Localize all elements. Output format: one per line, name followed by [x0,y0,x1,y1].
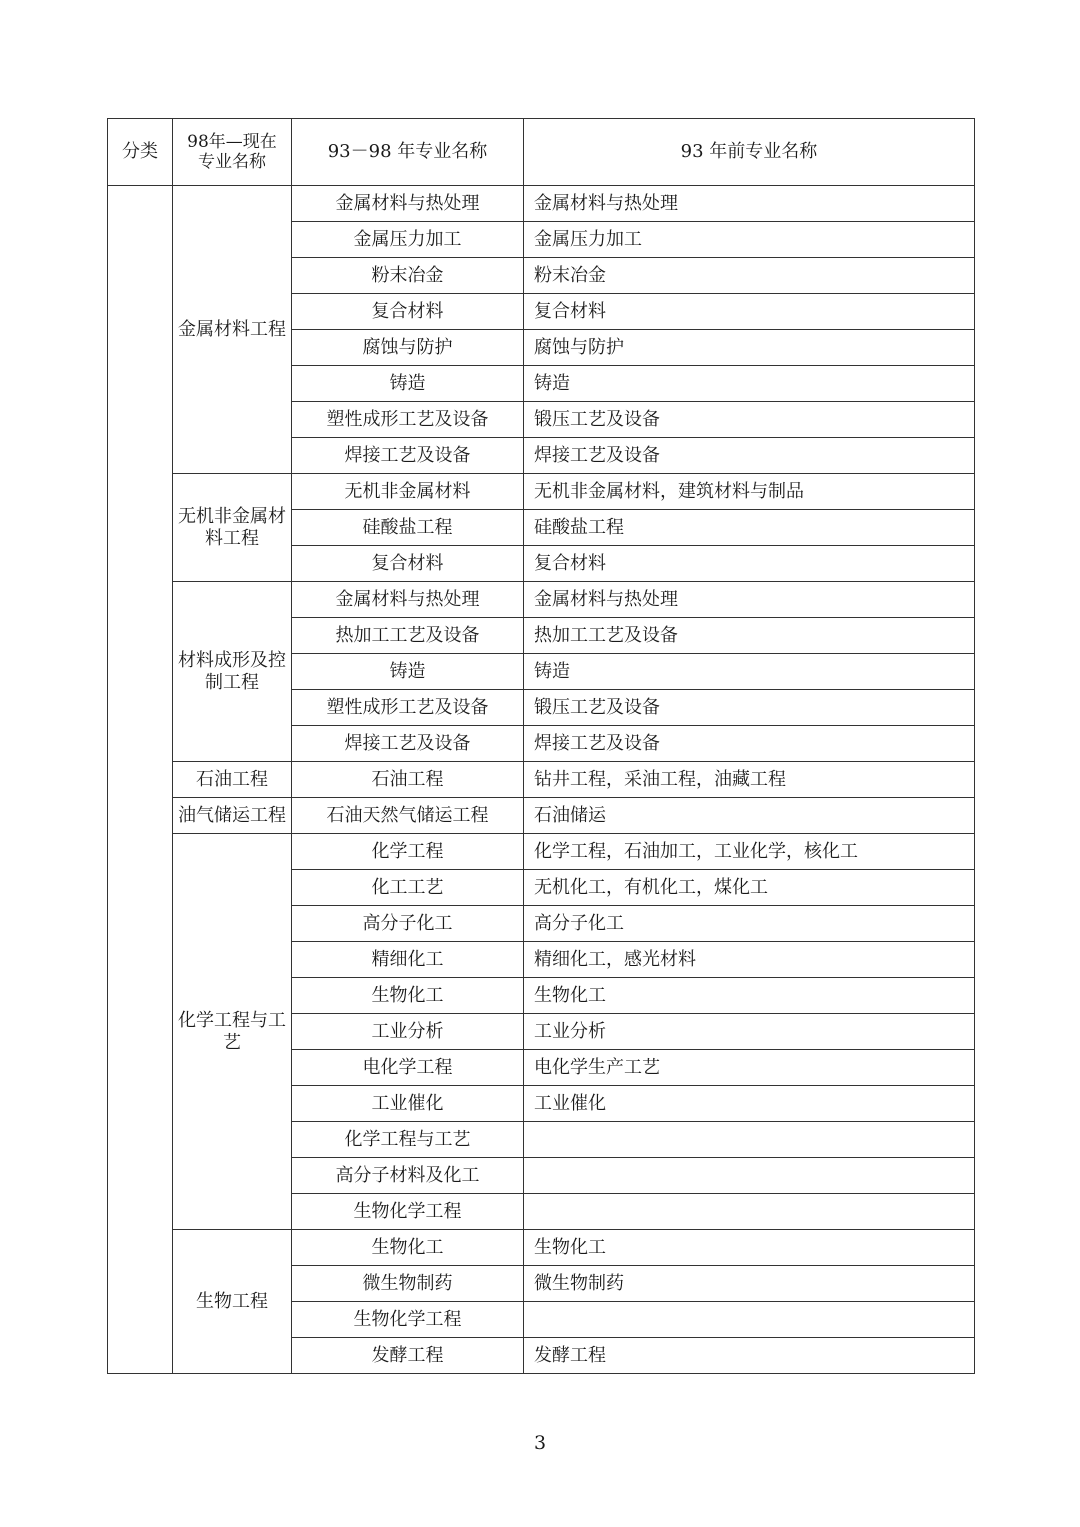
major-pre-93-cell: 硅酸盐工程 [524,510,975,546]
major-93-98-cell: 石油工程 [292,762,524,798]
current-major-cell: 无机非金属材料工程 [173,474,292,582]
current-major-cell: 石油工程 [173,762,292,798]
table-row [108,186,975,222]
major-pre-93-cell: 工业催化 [524,1086,975,1122]
major-pre-93-cell: 热加工工艺及设备 [524,618,975,654]
major-pre-93-cell [524,1122,975,1158]
current-major-cell: 金属材料工程 [173,186,292,474]
current-major-cell: 生物工程 [173,1230,292,1374]
major-93-98-cell: 金属材料与热处理 [292,582,524,618]
major-93-98-cell: 腐蚀与防护 [292,330,524,366]
major-pre-93-cell: 工业分析 [524,1014,975,1050]
major-pre-93-cell: 高分子化工 [524,906,975,942]
major-pre-93-cell: 焊接工艺及设备 [524,438,975,474]
major-pre-93-cell [524,1302,975,1338]
major-93-98-cell: 热加工工艺及设备 [292,618,524,654]
header-current-major: 98年—现在专业名称 [173,119,292,186]
major-pre-93-cell: 锻压工艺及设备 [524,402,975,438]
major-93-98-cell: 高分子材料及化工 [292,1158,524,1194]
major-pre-93-cell: 钻井工程，采油工程，油藏工程 [524,762,975,798]
major-93-98-cell: 精细化工 [292,942,524,978]
major-pre-93-cell: 石油储运 [524,798,975,834]
table-body [108,119,975,1374]
major-pre-93-cell: 腐蚀与防护 [524,330,975,366]
page-number: 3 [533,1432,547,1454]
major-pre-93-cell: 锻压工艺及设备 [524,690,975,726]
current-major-cell: 油气储运工程 [173,798,292,834]
major-pre-93-cell: 金属材料与热处理 [524,582,975,618]
major-pre-93-cell: 发酵工程 [524,1338,975,1374]
major-pre-93-cell: 生物化工 [524,978,975,1014]
major-93-98-cell: 工业分析 [292,1014,524,1050]
major-pre-93-cell: 电化学生产工艺 [524,1050,975,1086]
major-pre-93-cell: 精细化工，感光材料 [524,942,975,978]
major-93-98-cell: 电化学工程 [292,1050,524,1086]
major-pre-93-cell: 粉末冶金 [524,258,975,294]
table-row [108,474,975,510]
major-93-98-cell: 工业催化 [292,1086,524,1122]
table-row [108,762,975,798]
major-93-98-cell: 金属材料与热处理 [292,186,524,222]
major-93-98-cell: 铸造 [292,654,524,690]
major-comparison-table [107,118,975,1374]
major-93-98-cell: 石油天然气储运工程 [292,798,524,834]
major-93-98-cell: 焊接工艺及设备 [292,438,524,474]
major-93-98-cell: 复合材料 [292,546,524,582]
header-93-98-major: 93－98 年专业名称 [292,119,524,186]
major-pre-93-cell: 复合材料 [524,546,975,582]
major-pre-93-cell: 化学工程，石油加工，工业化学，核化工 [524,834,975,870]
major-93-98-cell: 塑性成形工艺及设备 [292,402,524,438]
major-93-98-cell: 生物化学工程 [292,1302,524,1338]
table-row [108,834,975,870]
current-major-cell: 化学工程与工艺 [173,834,292,1230]
major-93-98-cell: 塑性成形工艺及设备 [292,690,524,726]
major-pre-93-cell: 生物化工 [524,1230,975,1266]
header-category: 分类 [108,119,173,186]
major-93-98-cell: 生物化学工程 [292,1194,524,1230]
major-pre-93-cell [524,1194,975,1230]
table-row [108,1230,975,1266]
major-93-98-cell: 高分子化工 [292,906,524,942]
major-pre-93-cell: 无机化工，有机化工，煤化工 [524,870,975,906]
major-93-98-cell: 生物化工 [292,1230,524,1266]
major-93-98-cell: 复合材料 [292,294,524,330]
current-major-cell: 材料成形及控制工程 [173,582,292,762]
table-row [108,798,975,834]
major-pre-93-cell: 焊接工艺及设备 [524,726,975,762]
major-93-98-cell: 铸造 [292,366,524,402]
major-93-98-cell: 硅酸盐工程 [292,510,524,546]
major-pre-93-cell: 无机非金属材料，建筑材料与制品 [524,474,975,510]
major-93-98-cell: 发酵工程 [292,1338,524,1374]
major-93-98-cell: 焊接工艺及设备 [292,726,524,762]
major-93-98-cell: 无机非金属材料 [292,474,524,510]
major-pre-93-cell: 金属压力加工 [524,222,975,258]
major-93-98-cell: 化学工程与工艺 [292,1122,524,1158]
major-93-98-cell: 化工工艺 [292,870,524,906]
category-cell [108,186,173,1374]
header-pre-93-major: 93 年前专业名称 [524,119,975,186]
major-pre-93-cell: 复合材料 [524,294,975,330]
major-93-98-cell: 化学工程 [292,834,524,870]
major-pre-93-cell: 金属材料与热处理 [524,186,975,222]
major-pre-93-cell [524,1158,975,1194]
major-93-98-cell: 金属压力加工 [292,222,524,258]
major-93-98-cell: 微生物制药 [292,1266,524,1302]
major-93-98-cell: 粉末冶金 [292,258,524,294]
major-pre-93-cell: 铸造 [524,654,975,690]
table-header-row [108,119,975,186]
major-pre-93-cell: 微生物制药 [524,1266,975,1302]
major-pre-93-cell: 铸造 [524,366,975,402]
major-93-98-cell: 生物化工 [292,978,524,1014]
table-row [108,582,975,618]
